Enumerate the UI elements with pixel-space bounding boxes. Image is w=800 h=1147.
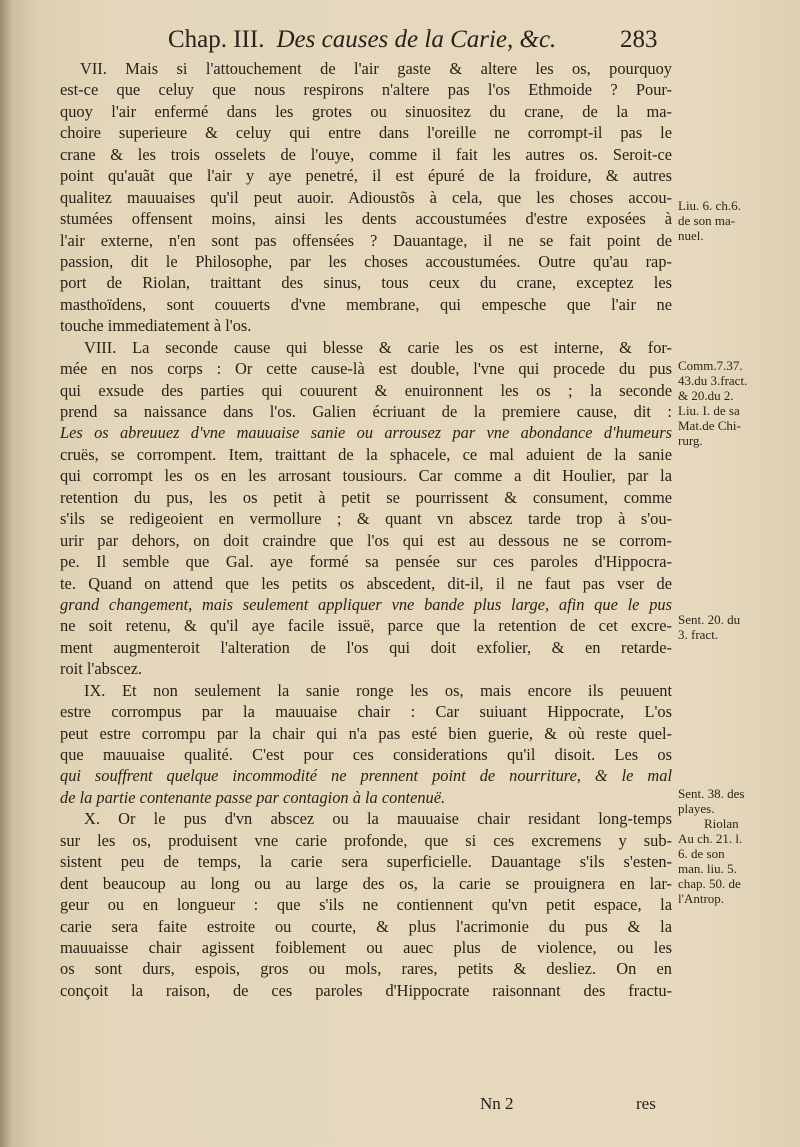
- text-line: te. Quand on attend que les petits os abscedent, dit-il, il ne faut pas vser de: [60, 573, 672, 593]
- text-line: masthoïdens, sont couuerts d'vne membrane, qui empesche que l'air ne: [60, 294, 672, 314]
- text-line: dent beaucoup au long ou au large des os, la carie se prouignera en lar-: [60, 873, 672, 893]
- text-line: mée en nos corps : Or cette cause-là est double, l'vne qui procede du pus: [60, 359, 672, 379]
- text-line: crane & les trois osselets de l'ouye, comme il fait les autres os. Seroit-ce: [60, 144, 672, 164]
- page-number: 283: [620, 26, 658, 53]
- text-line: l'air externe, n'en sont pas offensées ? Dauantage, il ne se fait point de: [60, 230, 672, 250]
- text-line: port de Riolan, traittant des sinus, tous ceux du crane, exceptez les: [60, 273, 672, 293]
- text-line: VII. Mais si l'attouchement de l'air gaste & altere les os, pourquoy: [80, 59, 672, 78]
- text-line: sistent peu de temps, la carie sera superficielle. Dauantage s'ils s'esten-: [60, 852, 672, 872]
- text-line: urir par dehors, on doit craindre que l'os qui est au dessous ne se corrom-: [60, 530, 672, 550]
- margin-note-line: rurg.: [678, 433, 703, 448]
- text-line: stumées offensent moins, ainsi les dents accoustumées d'estre exposées à: [60, 209, 672, 229]
- signature-mark: Nn 2: [480, 1094, 514, 1113]
- margin-note-line: Au ch. 21. l.: [678, 831, 743, 846]
- text-line: sur les os, produisent vne carie profonde, que si ces excremens y sub-: [60, 830, 672, 850]
- catchword: res: [636, 1094, 656, 1113]
- margin-note-line: chap. 50. de: [678, 876, 741, 891]
- margin-note-line: Liu. 6. ch.6.: [678, 198, 741, 213]
- text-line: grand changement, mais seulement appliquer vne bande plus large, afin que le pus: [60, 594, 672, 614]
- margin-note-line: Riolan: [704, 816, 739, 831]
- margin-note-1: [678, 198, 796, 243]
- text-line: mauuaisse chair agissent foiblement ou auec plus de violence, ou les: [60, 937, 672, 957]
- chapter-label: Chap. III.: [168, 26, 265, 53]
- text-line: choire superieure & celuy qui entre dans l'oreille ne corrompt-il pas le: [60, 123, 672, 143]
- text-line: pe. Il semble que Gal. aye formé sa pensée sur ces paroles d'Hippocra-: [60, 552, 672, 572]
- text-line: os sont durs, espois, gros ou mols, rares, petits & desliez. On en: [60, 959, 672, 979]
- margin-note-line: 6. de son: [678, 846, 725, 861]
- margin-note-2: [678, 358, 796, 448]
- text-line: conçoit la raison, de ces paroles d'Hippocrate raisonnant des fractu-: [60, 980, 672, 1000]
- text-line: point qu'auãt que l'air y aye penetré, il est épuré de la froidure, & autres: [60, 166, 672, 186]
- margin-note-4: [678, 786, 796, 906]
- margin-note-line: Sent. 38. des: [678, 786, 745, 801]
- text-line: quoy l'air enfermé dans les grotes ou sinuositez du crane, de la ma-: [60, 101, 672, 121]
- text-line: touche immediatement à l'os.: [60, 316, 252, 336]
- margin-note-line: Mat.de Chi-: [678, 418, 741, 433]
- text-line: qui souffrent quelque incommodité ne prennent point de nourriture, & le mal: [60, 766, 672, 786]
- margin-note-line: 43.du 3.fract.: [678, 373, 748, 388]
- text-line: passion, dit le Philosophe, par les choses accoustumées. Outre qu'au rap-: [60, 251, 672, 271]
- running-header: [168, 26, 668, 56]
- margin-note-line: & 20.du 2.: [678, 388, 734, 403]
- text-line: Les os abreuuez d'vne mauuaise sanie ou arrousez par vne abondance d'humeurs: [60, 423, 672, 443]
- margin-note-3: [678, 612, 796, 642]
- running-title: Des causes de la Carie, &c.: [276, 26, 557, 53]
- text-line: ne soit retenu, & qu'il aye facile issuë, parce que la retention de cet excre-: [60, 616, 672, 636]
- text-line: peut estre corrompu par la chair qui n'a pas esté bien guerie, & où reste quel-: [60, 723, 672, 743]
- text-line: qualitez mauuaises qu'il peut auoir. Adioustõs à cela, que les choses accou-: [60, 187, 672, 207]
- main-text: [60, 58, 672, 1001]
- text-line: cruës, se corrompent. Item, traittant de la sphacele, ce mal aduient de la sanie: [60, 444, 672, 464]
- margin-note-line: Comm.7.37.: [678, 358, 743, 373]
- margin-note-line: l'Antrop.: [678, 891, 725, 906]
- margin-note-line: de son ma-: [678, 213, 736, 228]
- text-line: IX. Et non seulement la sanie ronge les os, mais encore ils peuuent: [84, 680, 672, 700]
- margin-note-line: 3. fract.: [678, 627, 719, 642]
- text-line: s'ils se redigeoient en vermollure ; & quant vn abscez tarde trop à s'ou-: [60, 509, 672, 529]
- text-line: X. Or le pus d'vn abscez ou la mauuaise chair residant long-temps: [84, 809, 672, 829]
- text-line: est-ce que celuy que nous respirons n'altere pas l'os Ethmoide ? Pour-: [60, 80, 672, 100]
- text-line: qui corrompt les os en les arrosant tousiours. Car comme a dit Houlier, par la: [60, 466, 672, 486]
- text-line: de la partie contenante passe par contagion à la contenuë.: [60, 787, 446, 807]
- text-line: roit l'abscez.: [60, 659, 143, 679]
- text-line: qui exsude des parties qui couurent & enuironnent les os ; la seconde: [60, 380, 672, 400]
- margin-note-line: Liu. I. de sa: [678, 403, 740, 418]
- text-line: carie sera faite estroite ou courte, & plus l'acrimonie du pus & la: [60, 916, 672, 936]
- text-line: geur ou en longueur : que s'ils ne contiennent qu'vn petit espace, la: [60, 895, 672, 915]
- text-line: retention du pus, les os petit à petit se pourrissent & consument, comme: [60, 487, 672, 507]
- text-line: que mauuaise qualité. C'est pour ces considerations qu'il disoit. Les os: [60, 745, 672, 764]
- text-line: estre corrompus par la mauuaise chair : Car suiuant Hippocrate, L'os: [60, 702, 672, 722]
- text-line: ment augmenteroit l'alteration de l'os qui doit exfolier, & en retarde-: [60, 637, 672, 657]
- text-line: VIII. La seconde cause qui blesse & carie les os est interne, & for-: [84, 337, 672, 357]
- text-line: prend sa naissance dans l'os. Galien écriuant de la premiere cause, dit :: [60, 402, 672, 421]
- margin-note-line: Sent. 20. du: [678, 612, 741, 627]
- margin-note-line: man. liu. 5.: [678, 861, 737, 876]
- margin-note-line: playes.: [678, 801, 715, 816]
- margin-note-line: nuel.: [678, 228, 704, 243]
